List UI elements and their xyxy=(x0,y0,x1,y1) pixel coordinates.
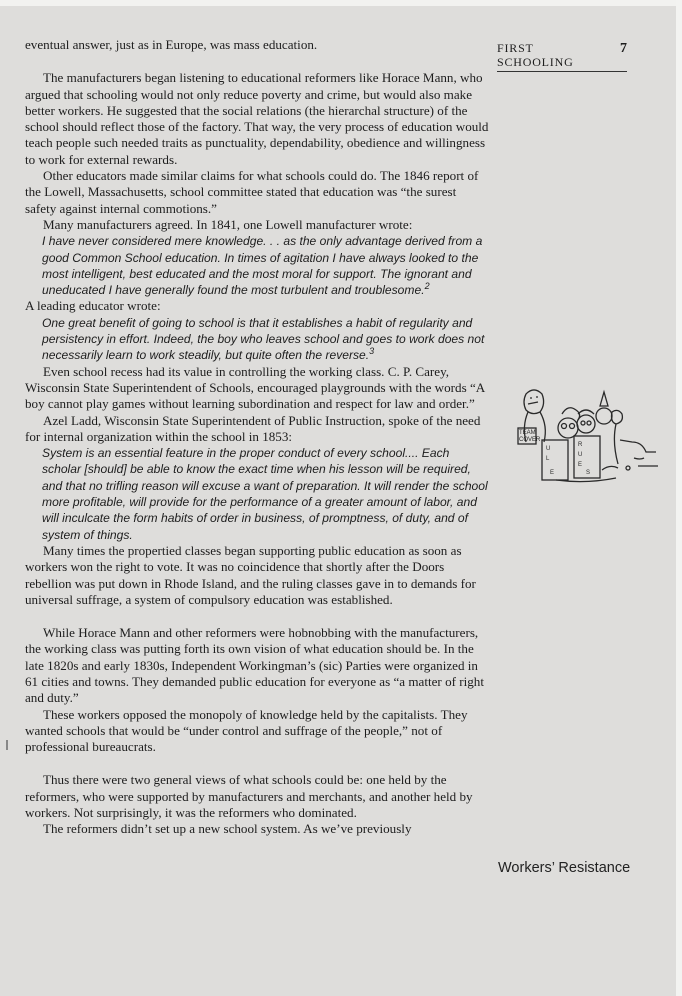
paragraph xyxy=(25,298,490,314)
footnote-marker: 2 xyxy=(424,281,430,292)
cartoon-label: U xyxy=(546,446,551,452)
paragraph-gap xyxy=(25,608,490,625)
block-quote xyxy=(25,233,490,298)
paragraph-text: These workers opposed the monopoly of knowledge held by the capitalists. They wanted schools that would be “under control and suffrage of the people,” not of professional bureaucrats. xyxy=(25,706,468,755)
margin-mark xyxy=(6,740,8,750)
page-number: 7 xyxy=(620,41,627,56)
cartoon-label: S xyxy=(586,470,591,476)
paragraph xyxy=(25,625,490,706)
block-quote xyxy=(25,315,490,364)
paragraph xyxy=(25,707,490,756)
paragraph xyxy=(25,168,490,217)
cartoon-label: U xyxy=(578,452,583,458)
school-cartoon-illustration xyxy=(516,384,660,484)
paragraph xyxy=(25,772,490,821)
cartoon-label: TEAM xyxy=(519,430,536,436)
paragraph-text: System is an essential feature in the proper conduct of every school.... Each scholar [should] be able to know the exact time when his lesson will be required, and that no trifling reason will excuse a want of preparation. It will render the school more profitable, will provide for the performance of a greater amount of labor, and will inculcate the form habits of order in business, of promptness, of duty, and of system of things. xyxy=(42,446,488,542)
paragraph xyxy=(25,543,490,608)
paragraph-text: One great benefit of going to school is that it establishes a habit of regularity and persistency in effort. Indeed, the boy who leaves school and goes to work does not necessarily learn to work steadily, but quite often the reverse. xyxy=(42,315,485,363)
running-header xyxy=(497,41,627,72)
paragraph-text: A leading educator wrote: xyxy=(25,298,161,314)
paragraph-text: Many times the propertied classes began supporting public education as soon as workers won the right to vote. It was no coincidence that shortly after the Doors rebellion was put down in Rhode Island, and the ruling classes gave in to demands for universal suffrage, a system of compulsory education was established. xyxy=(25,542,476,607)
paragraph-text: I have never considered mere knowledge. . . as the only advantage derived from a good Common School education. In times of agitation I have always looked to the most intelligent, best educated and the most moral for support. The ignorant and uneducated I have generally found the most turbulent and troublesome. xyxy=(42,234,483,298)
body-text xyxy=(25,37,490,838)
paragraph xyxy=(25,821,490,837)
header-title-line2: SCHOOLING xyxy=(497,55,574,69)
paragraph-text: Even school recess had its value in controlling the working class. C. P. Carey, Wisconsin State Superintendent of Schools, encouraged playgrounds with the words “A boy cannot play games without learning subordination and respect for law and order.” xyxy=(25,363,485,412)
running-header-title xyxy=(497,41,597,69)
paragraph-text: Many manufacturers agreed. In 1841, one Lowell manufacturer wrote: xyxy=(43,216,413,232)
paragraph-text: Thus there were two general views of what schools could be: one held by the reformers, who were supported by manufacturers and merchants, and another held by workers. Not surprisingly, it was the reformers who dominated. xyxy=(25,772,473,821)
cartoon-label: L xyxy=(546,456,550,462)
paragraph-text: Other educators made similar claims for what schools could do. The 1846 report of the Lowell, Massachusetts, school committee stated that education was “the surest safety against internal commotions.” xyxy=(25,168,479,216)
cartoon-label: COVER xyxy=(519,437,541,443)
header-title-line1: FIRST xyxy=(497,41,534,55)
cartoon-label: E xyxy=(578,462,583,468)
cartoon-label: R xyxy=(578,442,583,448)
paragraph-text: The manufacturers began listening to educational reformers like Horace Mann, who argued that schooling would not only reduce poverty and crime, but would also make better workers. He suggested that the social relations (the hierarchal structure) of the school should reflect those of the factory. That way, the very process of education would teach people such needed traits as punctuality, dependability, obedience and willingness to work for external rewards. xyxy=(25,70,489,167)
block-quote xyxy=(25,445,490,543)
paragraph xyxy=(25,70,490,168)
paragraph-text: Azel Ladd, Wisconsin State Superintendent of Public Instruction, spoke of the need for internal organization within the school in 1853: xyxy=(25,412,481,444)
paragraph xyxy=(25,217,490,233)
sidebar-section-heading: Workers’ Resistance xyxy=(498,860,631,876)
paragraph xyxy=(25,37,490,53)
paragraph-text: The reformers didn’t set up a new school system. As we’ve previously xyxy=(43,821,412,837)
paragraph-gap xyxy=(25,53,490,70)
paragraph-gap xyxy=(25,755,490,772)
scan-right-edge xyxy=(676,0,682,996)
scan-top-edge xyxy=(0,0,682,6)
paragraph-text: While Horace Mann and other reformers were hobnobbing with the manufacturers, the working class was putting forth its own vision of what education should be. In the late 1820s and early 1830s, Independent Workingman’s (sic) Parties were organized in 61 cities and towns. They demanded public education for everyone as “a matter of right and duty.” xyxy=(25,625,484,706)
paragraph xyxy=(25,364,490,413)
cartoon-label: E xyxy=(550,470,555,476)
paragraph xyxy=(25,413,490,446)
paragraph-text: eventual answer, just as in Europe, was mass education. xyxy=(25,37,318,52)
footnote-marker: 3 xyxy=(369,346,375,357)
